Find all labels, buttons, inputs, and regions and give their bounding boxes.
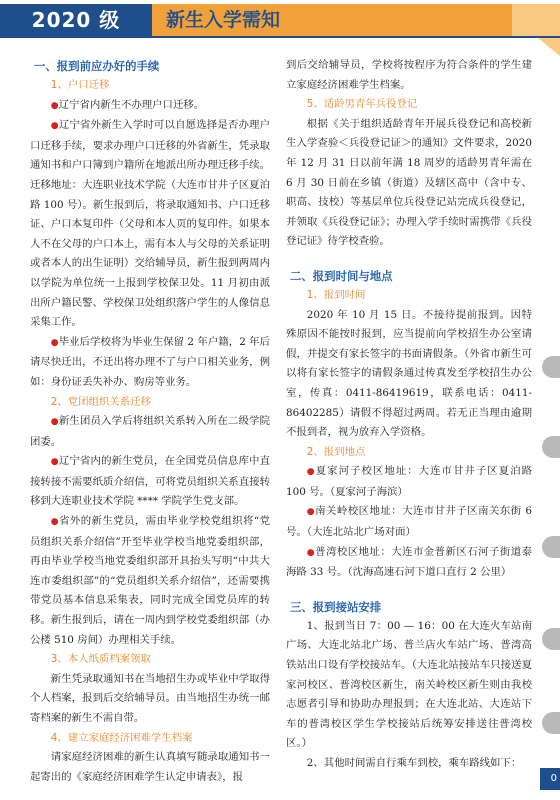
bullet-icon: ● — [306, 467, 316, 478]
right-column — [286, 56, 532, 774]
edge-tab-decoration — [542, 712, 560, 734]
left-column — [30, 56, 270, 787]
spacer — [286, 252, 532, 266]
bullet-icon: ● — [50, 417, 59, 428]
paragraph: ●新生团员入学后将组织关系转入所在二级学院团委。 — [30, 415, 270, 448]
subsection-title-1-2: 2、党团组织关系迁移 — [50, 395, 151, 408]
paragraph: 2、其他时间需自行乘车到校，乘车路线如下： — [306, 757, 522, 769]
header-year: 2020 级 — [0, 4, 152, 36]
paragraph: ●辽宁省内的新生党员，在全国党员信息库中直接转接不需要纸质介绍信，可将党员组织关系直接转移到大连职业技术学院 **** 学院学生党支部。 — [30, 455, 270, 508]
header-title: 新生入学需知 — [152, 4, 512, 36]
paragraph: ●南关岭校区地址：大连市甘井子区南关东街 6 号。（大连北站北广场对面） — [286, 505, 532, 539]
section-title-2: 二、报到时间与地点 — [290, 268, 393, 283]
edge-tab-decoration — [542, 536, 560, 558]
subsection-title-1-3: 3、本人纸质档案领取 — [50, 653, 151, 666]
section-title-3: 三、报到接站安排 — [290, 599, 382, 614]
paragraph: ●辽宁省内新生不办理户口迁移。 — [50, 98, 205, 111]
paragraph: ●夏家河子校区地址：大连市甘井子区夏泊路 100 号。（夏家河子海滨） — [286, 465, 532, 498]
subsection-title-2-2: 2、报到地点 — [306, 445, 366, 458]
bullet-icon: ● — [50, 337, 59, 348]
edge-tab-decoration — [542, 628, 560, 650]
page-number: 0 — [540, 768, 560, 790]
paragraph: 请家庭经济困难的新生认真填写随录取通知书一起寄出的《家庭经济困难学生认定申请表》，报 — [30, 751, 270, 783]
edge-tab-decoration — [542, 436, 560, 458]
bullet-icon: ● — [50, 517, 60, 528]
paragraph: 新生凭录取通知书在当地招生办或毕业中学取得个人档案，报到后交给辅导员。由当地招生办统一邮寄档案的新生不需自带。 — [30, 672, 270, 724]
subsection-title-1-1: 1、户口迁移 — [50, 79, 110, 91]
paragraph: ●毕业后学校将为毕业生保留 2 年户籍，2 年后请尽快迁出，不迁出将办理不了与户口相关业务，例如：身份证丢失补办、购房等业务。 — [30, 335, 270, 388]
header-underline — [0, 36, 560, 38]
subsection-title-2-1: 1、报到时间 — [306, 288, 366, 301]
page-header — [0, 0, 560, 38]
bullet-icon: ● — [306, 547, 316, 558]
bullet-icon: ● — [50, 100, 59, 111]
paragraph: ●省外的新生党员，需由毕业学校党组织将“党员组织关系介绍信”开至毕业学校当地党委组织部，再由毕业学校当地党委组织部开具抬头写明“中共大连市委组织部”的“党员组织关系介绍信”，还需要携带党员基本信息采集表，同时完成全国党员库的转移。新生报到后，请在一周内到学校党委组织部（办公楼 510 房间）办理相关手续。 — [30, 515, 271, 646]
spacer — [286, 583, 532, 597]
corner-decoration — [538, 38, 560, 56]
subsection-title-1-5: 5、适龄男青年兵役登记 — [306, 98, 418, 111]
edge-tab-decoration — [542, 356, 560, 378]
header-decoration — [512, 4, 560, 36]
bullet-icon: ● — [306, 507, 316, 518]
paragraph: ●辽宁省外新生入学时可以自愿选择是否办理户口迁移手续，要求办理户口迁移的外省新生，凭录取通知书和户口簿到户籍所在地派出所办理迁移手续。迁移地址：大连职业技术学院（大连市甘井子区夏泊路 100 号）。新生报到后，将录取通知书、户口迁移证、户口本复印件（父母和本人页的复印件。如果本人不在父母的户口本上，需有本人与父母的关系证明或者本人的出生证明）交给辅导员，新生报到两周内以学院为单位统一上报到学校保卫处。11 月初由派出所户籍民警、学校保卫处组织落户学生的人像信息采集工作。 — [30, 119, 270, 329]
bullet-icon: ● — [50, 121, 59, 132]
paragraph: 根据《关于组织适龄青年开展兵役登记和高校新生入学查验＜兵役登记证＞的通知》文件要求，2020 年 12 月 31 日以前年满 18 周岁的适龄男青年需在 6 月 30 日前在乡镇（街道）及辖区高中（含中专、职高、技校）等基层单位兵役登记站完成兵役登记，并领取《兵役登记证》；办理入学手续时需携带《兵役登记证》待学校查验。 — [286, 117, 532, 248]
paragraph: 2020 年 10 月 15 日。不接待提前报到。因特殊原因不能按时报到，应当提前向学校招生办公室请假，并提交有家长签字的书面请假条。（外省市新生可以将有家长签字的请假条通过传真发至学校招生办公室，传真：0411-86419619，联系电话：0411-86402285）请假不得超过两周。若无正当理由逾期不报到者，视为放弃入学资格。 — [286, 308, 532, 439]
bullet-icon: ● — [50, 457, 59, 468]
paragraph: 1、报到当日 7：00 — 16：00 在大连火车站南广场、大连北站北广场、普兰店火车站广场、普湾高铁站出口设有学校接站车。（大连北站接站车只接送夏家河校区、普湾校区新生，南关岭校区新生则由我校志愿者引导和协助办理报到；在大连北站、大连站下车的普湾校区学生学校接站后统筹安排送往普湾校区。） — [286, 619, 532, 750]
paragraph: 到后交给辅导员，学校将按程序为符合条件的学生建立家庭经济困难学生档案。 — [286, 59, 532, 91]
section-title-1: 一、报到前应办好的手续 — [34, 59, 160, 73]
subsection-title-1-4: 4、建立家庭经济困难学生档案 — [50, 731, 193, 744]
paragraph: ●普湾校区地址：大连市金普新区石河子街道泰海路 33 号。（沈海高速石河下道口直行 2 公里） — [286, 545, 533, 579]
